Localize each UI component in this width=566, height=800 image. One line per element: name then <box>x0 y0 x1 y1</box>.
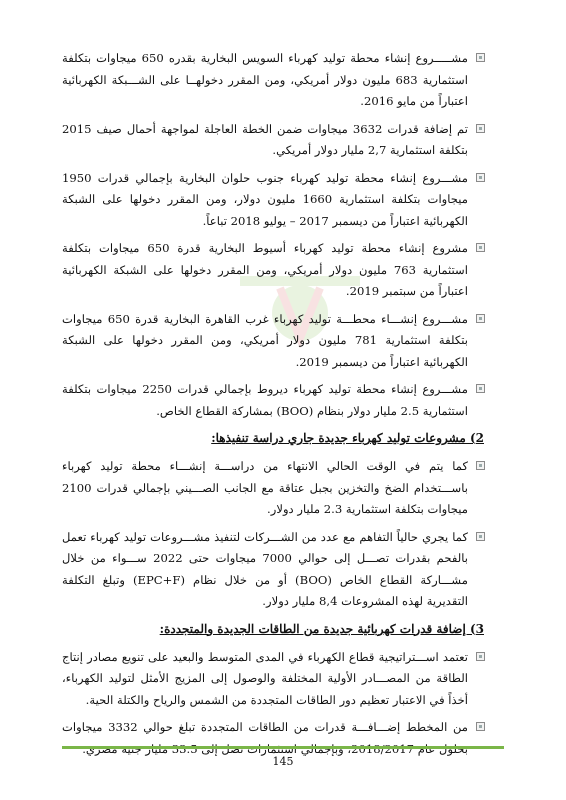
bullet-icon <box>476 722 485 731</box>
list-item-text: مشـــــروع إنشاء محطة توليد كهرباء السويس البخارية بقدره 650 ميجاوات بتكلفة استثمارية 683 مليون دولار أمريكي، ومن المقرر دخولهــا على الشـــبكة الكهربائية اعتباراً من مايو 2016. <box>62 51 468 108</box>
bullet-icon <box>476 532 485 541</box>
list-item <box>62 238 484 303</box>
bullet-icon <box>476 243 485 252</box>
list-item <box>62 379 484 422</box>
list-item-text: مشـــروع إنشاء محطة توليد كهرباء جنوب حلوان البخارية بإجمالي قدرات 1950 ميجاوات بتكلفة استثمارية 1660 مليون دولار، ومن المقرر دخولها على الشبكة الكهربائية اعتباراً من ديسمبر 2017 – يوليو 2018 تباعاً. <box>62 170 468 228</box>
list-item-text: كما يتم في الوقت الحالي الانتهاء من دراســـة إنشـــاء محطة توليد كهرباء باســـتخدام الضخ والتخزين بجبل عتاقة مع الجانب الصـــيني بإجمالي قدرات 2100 ميجاوات بتكلفة استثمارية 2.3 مليار دولار. <box>62 459 468 516</box>
bullet-icon <box>476 53 485 62</box>
list-item-text: مشـــروع إنشاء محطة توليد كهرباء ديروط بإجمالي قدرات 2250 ميجاوات بتكلفة استثمارية 2.5 مليار دولار بنظام (BOO) بمشاركة القطاع الخاص. <box>62 382 468 418</box>
bullet-icon <box>476 124 485 133</box>
footer-divider <box>62 746 504 749</box>
list-item <box>62 527 484 613</box>
bullet-icon <box>476 461 485 470</box>
list-item-text: كما يجري حالياً التفاهم مع عدد من الشـــركات لتنفيذ مشـــروعات توليد كهرباء تعمل بالفحم بقدرات تصـــل إلى حوالي 7000 ميجاوات حتى 2022 ســـواء من خلال مشـــاركة القطاع الخاص (BOO) أو من خلال نظام (EPC+F) وتبلغ التكلفة التقديرية لهذه المشروعات 8,4 مليار دولار. <box>62 529 468 608</box>
list-item <box>62 647 484 712</box>
section-heading: 3) إضافة قدرات كهربائية جديدة من الطاقات الجديدة والمتجددة: <box>159 621 484 636</box>
list-item-text: تم إضافة قدرات 3632 ميجاوات ضمن الخطة العاجلة لمواجهة أحمال صيف 2015 بتكلفة استثمارية 2,7 مليار دولار أمريكي. <box>62 121 468 157</box>
section-heading: 2) مشروعات توليد كهرباء جديدة جاري دراسة تنفيذها: <box>211 431 484 445</box>
document-body <box>62 48 484 766</box>
bullet-icon <box>476 314 485 323</box>
list-item <box>62 717 484 760</box>
list-item-text: تعتمد اســـتراتيجية قطاع الكهرباء في المدى المتوسط والبعيد على تنويع مصادر إنتاج الطاقة من المصـــادر الأولية المختلفة والوصول إلى المزيج الأمثل لتوليد الكهرباء، أخذاً في الاعتبار تعظيم دور الطاقات المتجددة من الشمس والرياح والكتلة الحية. <box>62 649 468 707</box>
page-number: 145 <box>272 755 294 768</box>
list-item <box>62 119 484 162</box>
list-item <box>62 168 484 233</box>
list-item <box>62 309 484 374</box>
bullet-icon <box>476 652 485 661</box>
bullet-icon <box>476 173 485 182</box>
list-item-text: من المخطط إضـــافـــة قدرات من الطاقات المتجددة تبلغ حوالي 3332 ميجاوات <box>62 720 468 734</box>
list-item-text: مشروع إنشاء محطة توليد كهرباء أسيوط البخارية قدرة 650 ميجاوات بتكلفة استثمارية 763 مليون دولار أمريكي، ومن المقرر دخولها على الشبكة الكهربائية اعتباراً من سبتمبر 2019. <box>62 241 468 298</box>
bullet-icon <box>476 384 485 393</box>
list-item-text: مشـــروع إنشـــاء محطـــة توليد كهرباء غرب القاهرة البخارية قدرة 650 ميجاوات بتكلفة استثمارية 781 مليون دولار أمريكي، ومن المقرر دخولها على الشبكة الكهربائية اعتباراً من ديسمبر 2019. <box>62 311 468 369</box>
list-item <box>62 456 484 521</box>
list-item <box>62 48 484 113</box>
